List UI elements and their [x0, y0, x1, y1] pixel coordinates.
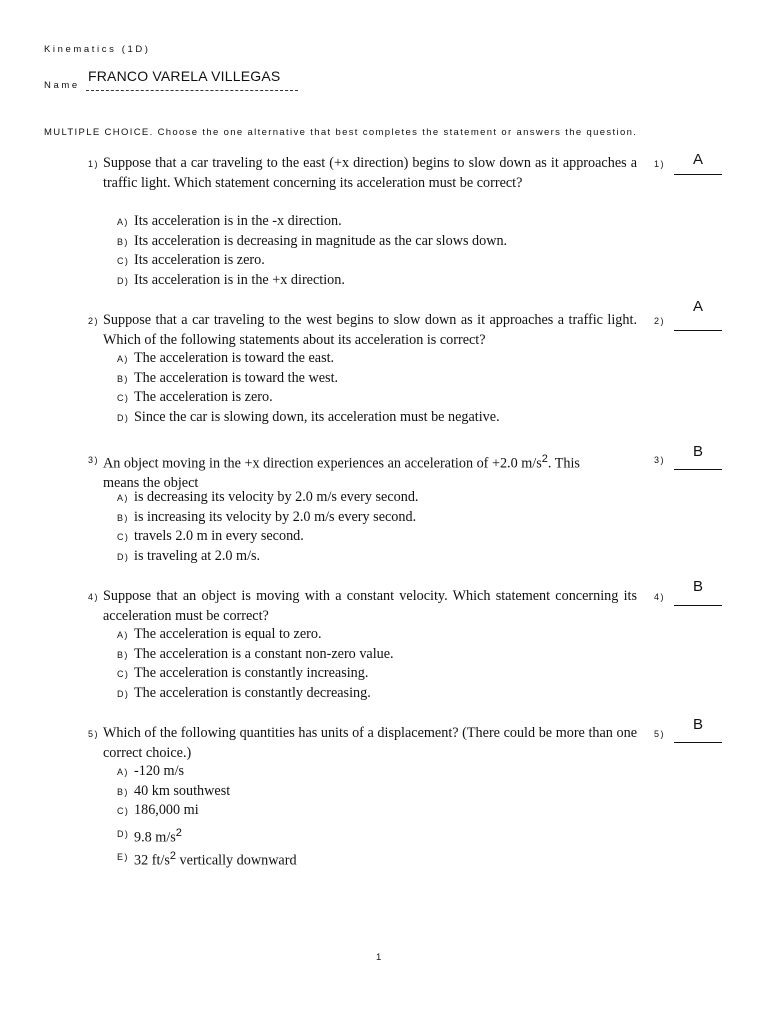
name-label: Name	[44, 80, 80, 91]
option-text: is traveling at 2.0 m/s.	[134, 547, 261, 564]
name-underline	[86, 90, 298, 91]
option-b	[117, 645, 657, 665]
question-text-line1	[103, 450, 637, 474]
option-text: The acceleration is a constant non-zero value.	[134, 645, 394, 662]
option-letter: C)	[117, 669, 130, 679]
answer-number: 1)	[654, 159, 666, 169]
superscript: 2	[541, 453, 548, 465]
option-letter: D)	[117, 551, 130, 562]
name-row	[44, 68, 304, 96]
option-letter: B)	[117, 649, 129, 660]
answer-number: 3)	[654, 455, 666, 465]
option-letter: A)	[117, 630, 129, 640]
option-a	[117, 625, 657, 645]
question-number: 1)	[88, 159, 100, 169]
option-letter: C)	[117, 393, 130, 403]
answer-line	[674, 742, 722, 743]
option-c	[117, 527, 657, 547]
option-c	[117, 664, 657, 684]
question-text: Suppose that an object is moving with a constant velocity. Which statement concerning its acceleration must be correct?	[103, 588, 637, 624]
option-letter: B)	[117, 512, 129, 523]
option-a	[117, 349, 657, 369]
option-letter: C)	[117, 256, 130, 266]
options-list	[117, 762, 657, 867]
option-text: The acceleration is equal to zero.	[134, 626, 322, 642]
option-letter: E)	[117, 851, 129, 862]
question-text-line2: means the object	[103, 475, 199, 492]
answer-line	[674, 605, 722, 606]
answer-line	[674, 330, 722, 331]
option-c	[117, 388, 657, 408]
option-letter: A)	[117, 767, 129, 777]
answer-line	[674, 174, 722, 175]
option-text: Since the car is slowing down, its acceleration must be negative.	[134, 408, 500, 425]
document-subject: Kinematics (1D)	[44, 44, 151, 55]
answer-value: A	[692, 151, 703, 168]
option-text: is decreasing its velocity by 2.0 m/s every second.	[134, 489, 419, 505]
option-text: The acceleration is toward the east.	[134, 350, 335, 366]
option-text: The acceleration is constantly decreasing.	[134, 684, 371, 701]
options-list	[117, 488, 657, 566]
answer-number: 2)	[654, 316, 666, 326]
instructions: MULTIPLE CHOICE. Choose the one alternative that best completes the statement or answers the question.	[44, 127, 638, 138]
question-number: 4)	[88, 592, 100, 602]
option-d	[117, 547, 657, 567]
option-letter: A)	[117, 354, 129, 364]
question-text: Suppose that a car traveling to the east (+x direction) begins to slow down as it approaches a traffic light. Which statement concerning its acceleration must be correct?	[103, 155, 637, 191]
option-text: Its acceleration is decreasing in magnitude as the car slows down.	[134, 232, 508, 249]
question-text-tail: . This	[547, 455, 580, 472]
option-text: 186,000 mi	[134, 802, 199, 818]
option-text	[134, 847, 297, 871]
options-list	[117, 349, 657, 427]
option-text: Its acceleration is zero.	[134, 252, 265, 268]
option-b	[117, 369, 657, 389]
answer-number: 4)	[654, 592, 666, 602]
answer-number: 5)	[654, 729, 666, 739]
option-c	[117, 801, 657, 821]
option-letter: D)	[117, 828, 130, 839]
question-number: 5)	[88, 729, 100, 739]
option-a	[117, 212, 657, 232]
answer-line	[674, 469, 722, 470]
option-letter: A)	[117, 217, 129, 227]
option-letter: B)	[117, 786, 129, 797]
option-letter: D)	[117, 275, 130, 286]
option-text-main: 9.8 m/s	[134, 829, 176, 846]
option-text: The acceleration is zero.	[134, 389, 273, 405]
option-text-tail: vertically downward	[176, 852, 297, 869]
option-a	[117, 762, 657, 782]
option-d	[117, 684, 657, 704]
superscript: 2	[169, 849, 176, 862]
option-b	[117, 782, 657, 802]
option-letter: B)	[117, 236, 129, 247]
option-text: Its acceleration is in the +x direction.	[134, 271, 345, 288]
question-number: 3)	[88, 455, 100, 465]
option-letter: D)	[117, 412, 130, 423]
option-letter: C)	[117, 806, 130, 816]
option-d	[117, 821, 657, 844]
option-d	[117, 408, 657, 428]
answer-value: A	[692, 298, 703, 315]
question-text: Suppose that a car traveling to the west begins to slow down as it approaches a traffic light. Which of the following statements about its acceleration is correct?	[103, 312, 637, 348]
option-letter: A)	[117, 493, 129, 503]
option-text: travels 2.0 m in every second.	[134, 528, 304, 544]
superscript: 2	[175, 826, 182, 839]
option-c	[117, 251, 657, 271]
options-list	[117, 625, 657, 703]
option-letter: C)	[117, 532, 130, 542]
answer-value: B	[692, 443, 703, 460]
option-letter: D)	[117, 688, 130, 699]
option-b	[117, 232, 657, 252]
option-letter: B)	[117, 373, 129, 384]
page-number: 1	[376, 952, 382, 963]
option-e	[117, 844, 657, 867]
question-number: 2)	[88, 316, 100, 326]
option-text: is increasing its velocity by 2.0 m/s every second.	[134, 508, 417, 525]
option-text: The acceleration is toward the west.	[134, 369, 339, 386]
options-list	[117, 212, 657, 290]
option-text: 40 km southwest	[134, 782, 231, 799]
option-text: Its acceleration is in the -x direction.	[134, 213, 342, 229]
option-text: The acceleration is constantly increasing.	[134, 665, 369, 681]
answer-value: B	[692, 578, 703, 595]
option-d	[117, 271, 657, 291]
question-text: Which of the following quantities has units of a displacement? (There could be more than one correct choice.)	[103, 725, 637, 761]
answer-value: B	[692, 716, 703, 733]
student-name: FRANCO VARELA VILLEGAS	[88, 68, 281, 84]
option-a	[117, 488, 657, 508]
option-text: -120 m/s	[134, 763, 185, 779]
option-text-main: 32 ft/s	[134, 852, 170, 869]
question-text-main: An object moving in the +x direction experiences an acceleration of +2.0 m/s	[103, 455, 542, 472]
option-b	[117, 508, 657, 528]
